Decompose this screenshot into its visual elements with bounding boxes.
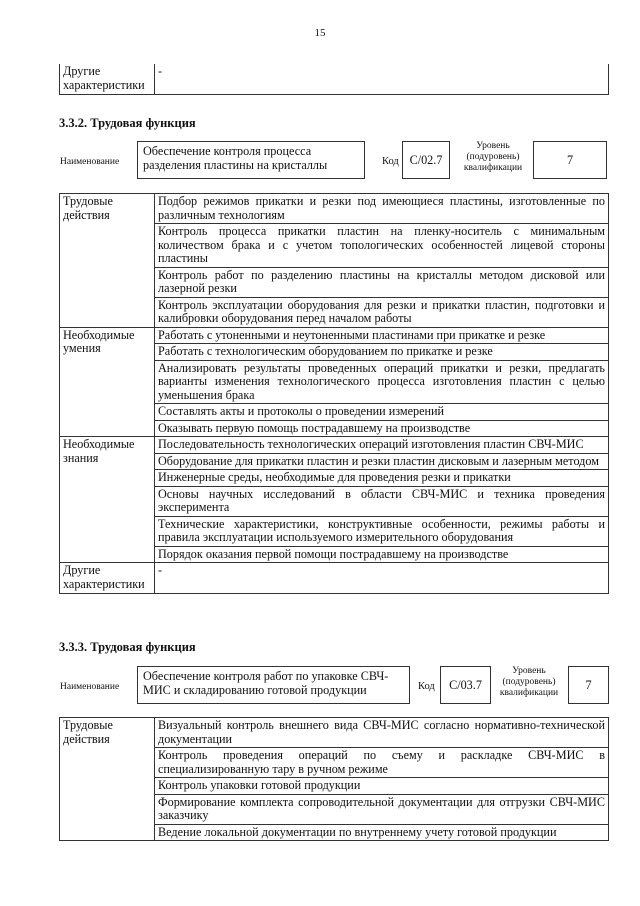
table-cell: Контроль работ по разделению пластины на кристаллы методом дисковой или лазерной резки (155, 267, 609, 297)
s332-code-value: С/02.7 (402, 141, 450, 179)
table-cell: Контроль проведения операций по съему и раскладке СВЧ-МИС в специализированную тару в ручном режиме (155, 748, 609, 778)
table-cell: Анализировать результаты проведенных операций прикатки и резки, предлагать варианты изменения технологического процесса изготовления пластин с целью уменьшения брака (155, 360, 609, 404)
table-cell: Контроль процесса прикатки пластин на пленку-носитель с минимальным количеством брака и с учетом топологических особенностей лицевой стороны пластины (155, 224, 609, 268)
table-cell: Работать с утоненными и неутоненными пластинами при прикатке и резке (155, 327, 609, 344)
table-cell: Составлять акты и протоколы о проведении измерений (155, 404, 609, 421)
table-cell: Работать с технологическим оборудованием по прикатке и резке (155, 344, 609, 361)
s332-name-label: Наименование (60, 157, 120, 167)
s332-table (59, 193, 609, 594)
group-label: Трудовые действия (60, 718, 155, 841)
s333-name-label: Наименование (60, 682, 120, 692)
table-cell: Основы научных исследований в области СВЧ-МИС и техника проведения эксперимента (155, 486, 609, 516)
page-number: 15 (314, 27, 326, 39)
table-row (60, 563, 609, 594)
s333-level-label: Уровень (подуровень) квалификации (499, 666, 559, 698)
table-cell: Формирование комплекта сопроводительной документации для отгрузки СВЧ-МИС заказчику (155, 794, 609, 824)
other-label: Другие характеристики (60, 64, 155, 95)
table-cell: Последовательность технологических операций изготовления пластин СВЧ-МИС (155, 437, 609, 454)
table-cell: Визуальный контроль внешнего вида СВЧ-МИС согласно нормативно-технической документации (155, 718, 609, 748)
group-label: Необходимые знания (60, 437, 155, 563)
table-cell: - (155, 563, 609, 594)
other-value: - (155, 64, 609, 95)
table-cell: Оборудование для прикатки пластин и резки пластин дисковым и лазерным методом (155, 453, 609, 470)
group-label: Трудовые действия (60, 194, 155, 328)
s333-code-value: С/03.7 (440, 666, 491, 704)
table-row (60, 194, 609, 224)
s332-name-value: Обеспечение контроля процесса разделения пластины на кристаллы (137, 141, 365, 179)
table-cell: Подбор режимов прикатки и резки под имеющиеся пластины, изготовленные по различным технологиям (155, 194, 609, 224)
s332-level-value: 7 (533, 141, 607, 179)
s332-code-label: Код (382, 156, 399, 167)
group-label: Необходимые умения (60, 327, 155, 437)
group-label: Другие характеристики (60, 563, 155, 594)
s333-level-value: 7 (568, 666, 609, 704)
table-cell: Контроль эксплуатации оборудования для резки и прикатки пластин, подготовки и калибровки оборудования перед началом работы (155, 297, 609, 327)
s332-level-label: Уровень (подуровень) квалификации (463, 141, 523, 173)
s333-name-value: Обеспечение контроля работ по упаковке СВЧ-МИС и складированию готовой продукции (137, 666, 410, 704)
table-cell: Инженерные среды, необходимые для проведения резки и прикатки (155, 470, 609, 487)
table-cell: Оказывать первую помощь пострадавшему на производстве (155, 420, 609, 437)
table-cell: Ведение локальной документации по внутреннему учету готовой продукции (155, 824, 609, 841)
table-row (60, 718, 609, 748)
s333-table (59, 717, 609, 841)
table-cell: Порядок оказания первой помощи пострадавшему на производстве (155, 546, 609, 563)
table-row (60, 327, 609, 344)
section-333-title: 3.3.3. Трудовая функция (59, 640, 196, 654)
section-332-title: 3.3.2. Трудовая функция (59, 116, 196, 130)
table-cell: Контроль упаковки готовой продукции (155, 778, 609, 795)
s333-code-label: Код (418, 681, 435, 692)
table-row (60, 437, 609, 454)
table-cell: Технические характеристики, конструктивные особенности, режимы работы и правила эксплуатации используемого измерительного оборудования (155, 516, 609, 546)
top-other-table (59, 64, 609, 95)
